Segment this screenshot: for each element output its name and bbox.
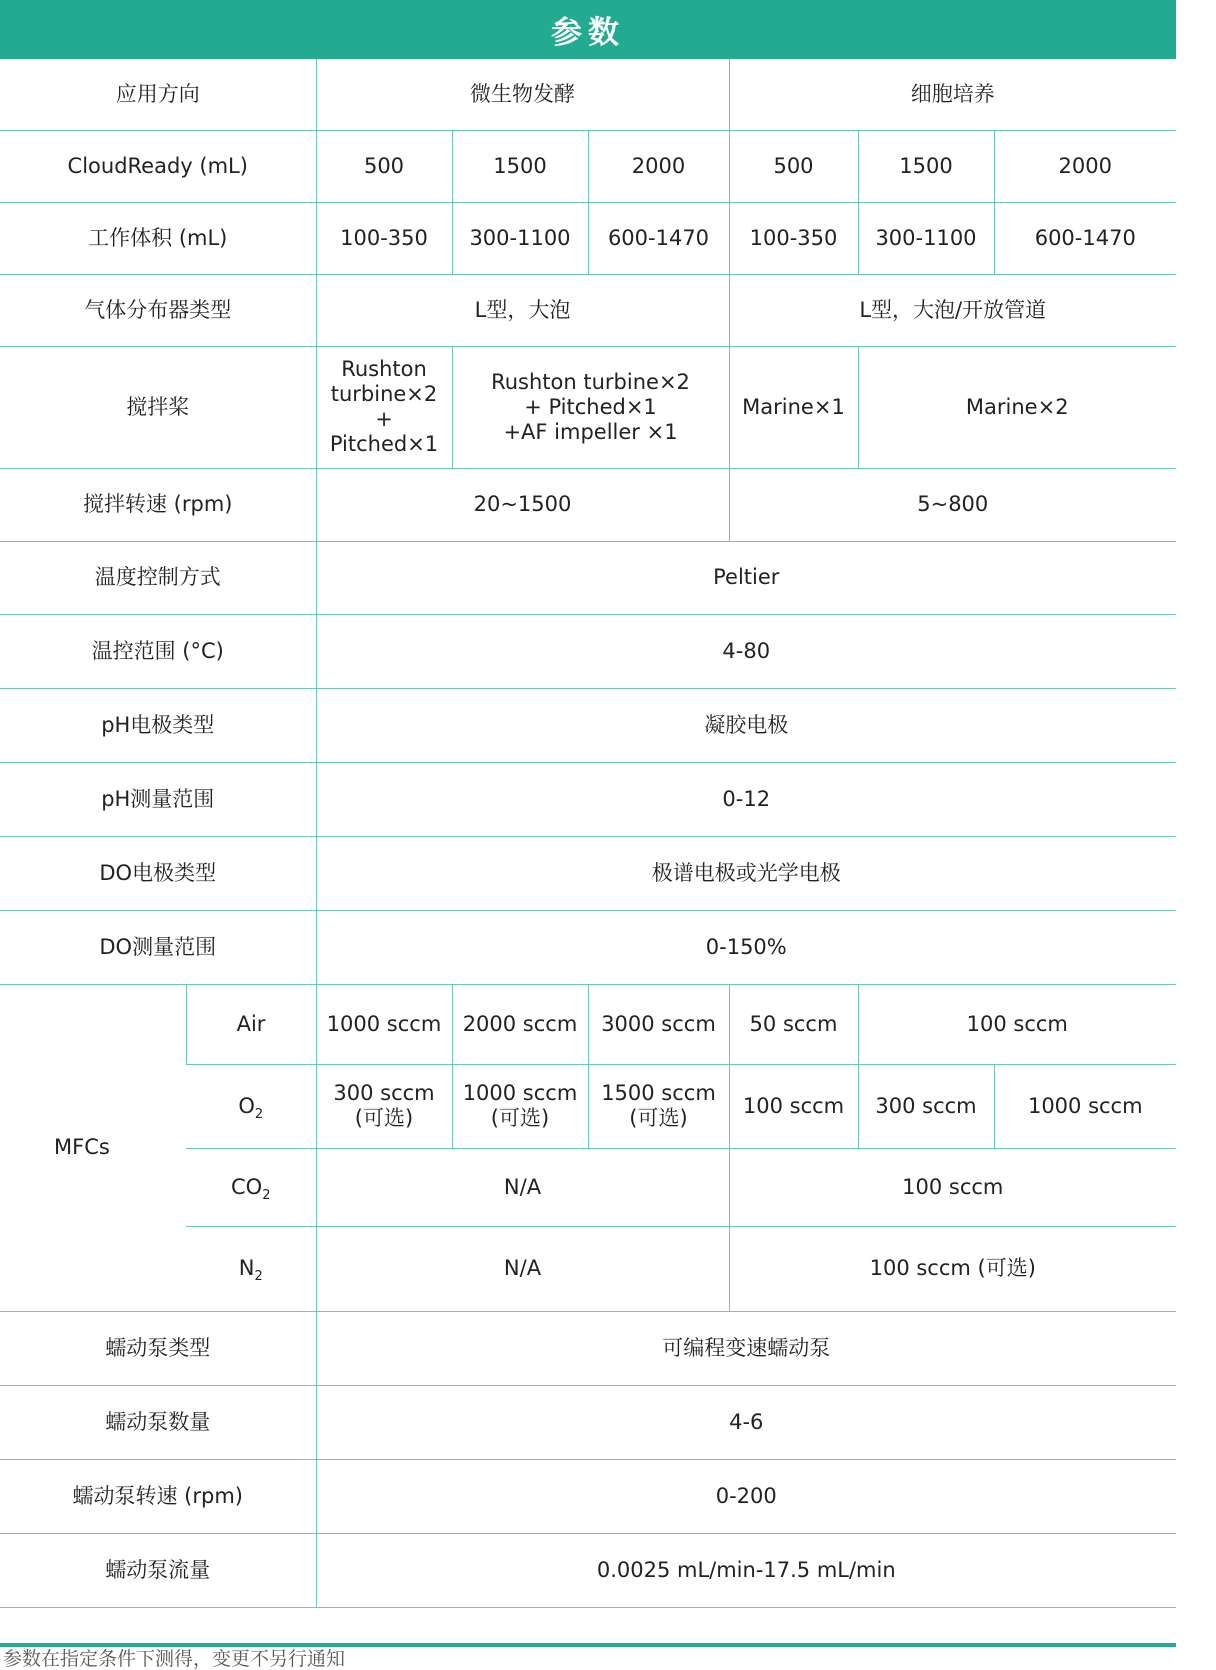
cell: 0.0025 mL/min-17.5 mL/min: [316, 1533, 1176, 1607]
cell: 凝胶电极: [316, 688, 1176, 762]
cell: 1500: [858, 130, 994, 202]
cell: Marine×1: [729, 346, 858, 468]
cell: 4-80: [316, 614, 1176, 688]
table-row: [0, 541, 1176, 614]
cell: 1000 sccm: [994, 1064, 1176, 1148]
footnote: 参数在指定条件下测得，变更不另行通知: [3, 1648, 346, 1670]
table-title: 参数: [0, 0, 1176, 59]
cell: 20~1500: [316, 468, 729, 541]
row-label: pH测量范围: [0, 762, 316, 836]
row-label: 应用方向: [0, 59, 316, 130]
cell: 微生物发酵: [316, 59, 729, 130]
cell: 300 sccm: [858, 1064, 994, 1148]
cell: 100-350: [316, 202, 452, 274]
row-label: 蠕动泵转速 (rpm): [0, 1459, 316, 1533]
gas-label-o2: $O_2$: [186, 1064, 316, 1148]
cell: 0-12: [316, 762, 1176, 836]
row-label: 蠕动泵类型: [0, 1311, 316, 1385]
row-label: pH电极类型: [0, 688, 316, 762]
cell: 300-1100: [858, 202, 994, 274]
table-row: [0, 1385, 1176, 1459]
cell: 100 sccm: [729, 1064, 858, 1148]
gas-label-air: Air: [186, 984, 316, 1064]
table-row: [0, 468, 1176, 541]
gas-label-co2: $CO_2$: [186, 1148, 316, 1226]
table-row: [0, 1533, 1176, 1607]
table-row: [0, 910, 1176, 984]
cell: 300-1100: [452, 202, 588, 274]
cell-line: turbine×2: [330, 382, 438, 406]
cell: 600-1470: [588, 202, 729, 274]
mfcs-label: MFCs: [0, 984, 186, 1311]
cell: 0-150%: [316, 910, 1176, 984]
cell-line: 1000 sccm: [462, 1081, 578, 1105]
cell: 4-6: [316, 1385, 1176, 1459]
row-label: 蠕动泵流量: [0, 1533, 316, 1607]
cell-line: + Pitched×1: [329, 407, 439, 456]
row-label: CloudReady (mL): [0, 130, 316, 202]
cell: 5~800: [729, 468, 1176, 541]
cell: 500: [729, 130, 858, 202]
table-row: [0, 836, 1176, 910]
cell: 1500: [452, 130, 588, 202]
cell: 细胞培养: [729, 59, 1176, 130]
table-row: [0, 130, 1176, 202]
table-row: [0, 984, 1176, 1064]
cell: 100 sccm: [858, 984, 1176, 1064]
row-label: 搅拌桨: [0, 346, 316, 468]
row-label: 气体分布器类型: [0, 274, 316, 346]
cell: Peltier: [316, 541, 1176, 614]
cell-line: (可选): [629, 1106, 688, 1130]
cell: [588, 1064, 729, 1148]
cell: [452, 1064, 588, 1148]
cell-line: (可选): [490, 1106, 550, 1130]
cell: [452, 346, 729, 468]
row-label: 蠕动泵数量: [0, 1385, 316, 1459]
cell: 100 sccm (可选): [729, 1226, 1176, 1311]
cell: [316, 346, 452, 468]
row-label: DO测量范围: [0, 910, 316, 984]
cell: [316, 1064, 452, 1148]
parameter-table: [0, 59, 1176, 1608]
cell: 100 sccm: [729, 1148, 1176, 1226]
cell-line: Rushton turbine×2: [491, 369, 690, 394]
cell: 600-1470: [994, 202, 1176, 274]
cell: 2000: [588, 130, 729, 202]
table-row: [0, 274, 1176, 346]
table-row: [0, 1311, 1176, 1385]
cell: 极谱电极或光学电极: [316, 836, 1176, 910]
cell-line: +AF impeller ×1: [503, 419, 678, 444]
cell-line: + Pitched×1: [524, 394, 657, 419]
cell: 可编程变速蠕动泵: [316, 1311, 1176, 1385]
cell: 3000 sccm: [588, 984, 729, 1064]
cell: 2000 sccm: [452, 984, 588, 1064]
row-label: DO电极类型: [0, 836, 316, 910]
cell: N/A: [316, 1148, 729, 1226]
cell: 0-200: [316, 1459, 1176, 1533]
cell-line: (可选): [354, 1106, 414, 1130]
table-row: [0, 202, 1176, 274]
row-label: 温度控制方式: [0, 541, 316, 614]
cell-line: Rushton: [341, 357, 427, 381]
row-label: 工作体积 (mL): [0, 202, 316, 274]
bottom-rule: [0, 1643, 1176, 1647]
cell: N/A: [316, 1226, 729, 1311]
cell: 500: [316, 130, 452, 202]
table-row: [0, 1459, 1176, 1533]
cell: L型，大泡/开放管道: [729, 274, 1176, 346]
cell: 1000 sccm: [316, 984, 452, 1064]
cell: Marine×2: [858, 346, 1176, 468]
table-row: [0, 762, 1176, 836]
cell: 100-350: [729, 202, 858, 274]
table-row: [0, 614, 1176, 688]
cell: 2000: [994, 130, 1176, 202]
gas-label-n2: $N_2$: [186, 1226, 316, 1311]
table-row: [0, 346, 1176, 468]
table-row: [0, 688, 1176, 762]
row-label: 搅拌转速 (rpm): [0, 468, 316, 541]
cell: L型，大泡: [316, 274, 729, 346]
cell-line: 300 sccm: [333, 1081, 435, 1105]
cell: 50 sccm: [729, 984, 858, 1064]
row-label: 温控范围 (°C): [0, 614, 316, 688]
table-row: [0, 59, 1176, 130]
cell-line: 1500 sccm: [601, 1081, 716, 1105]
